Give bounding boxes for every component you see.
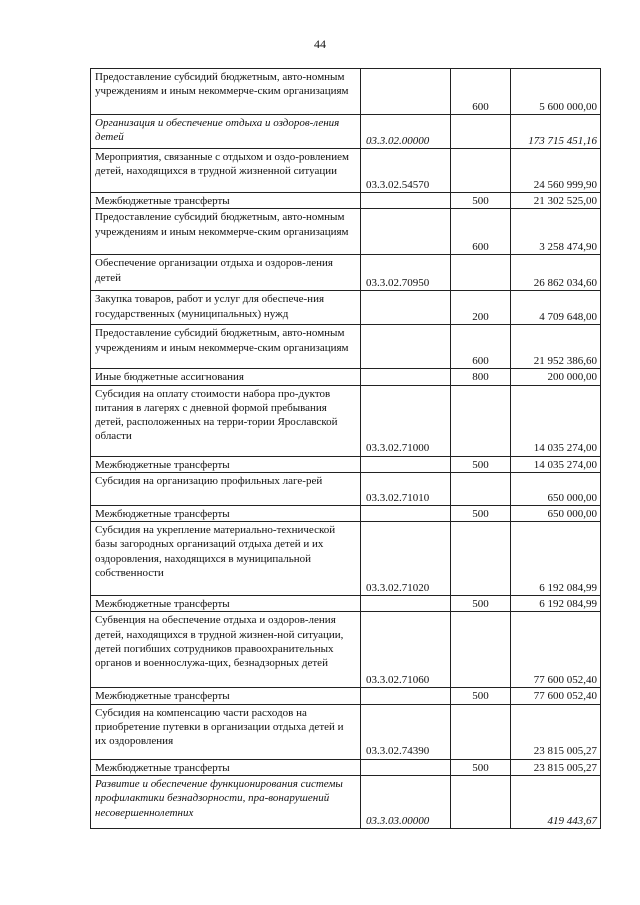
table-row (91, 704, 601, 759)
table-row (91, 209, 601, 255)
table-row (91, 688, 601, 704)
table-row (91, 149, 601, 193)
row-type-cell (451, 704, 511, 759)
budget-table-body (91, 69, 601, 829)
row-amount-cell: 77 600 052,40 (511, 688, 601, 704)
row-type-cell: 600 (451, 325, 511, 369)
row-code-cell (361, 688, 451, 704)
row-amount-cell: 6 192 084,99 (511, 596, 601, 612)
row-amount-cell: 14 035 274,00 (511, 456, 601, 472)
row-amount-cell: 419 443,67 (511, 776, 601, 829)
table-row (91, 596, 601, 612)
row-name-cell: Предоставление субсидий бюджетным, авто-номным учреждениям и иным некоммерче-ским организациям (91, 69, 361, 115)
row-code-cell (361, 209, 451, 255)
table-row (91, 69, 601, 115)
table-row (91, 291, 601, 325)
row-amount-cell: 77 600 052,40 (511, 612, 601, 688)
row-amount-cell: 4 709 648,00 (511, 291, 601, 325)
row-code-cell: 03.3.02.71010 (361, 472, 451, 505)
row-type-cell: 500 (451, 596, 511, 612)
row-amount-cell: 24 560 999,90 (511, 149, 601, 193)
row-type-cell (451, 522, 511, 596)
row-amount-cell: 200 000,00 (511, 369, 601, 385)
row-name-cell: Субвенция на обеспечение отдыха и оздоров-ления детей, находящихся в трудной жизнен-ной ситуации, детей погибших сотрудников правоохранительных органов и военнослужа-щих, безнадзорных детей (91, 612, 361, 688)
row-code-cell (361, 325, 451, 369)
row-type-cell (451, 612, 511, 688)
row-code-cell: 03.3.02.54570 (361, 149, 451, 193)
row-name-cell: Субсидия на компенсацию части расходов на приобретение путевки в организации отдыха детей и их оздоровления (91, 704, 361, 759)
row-name-cell: Межбюджетные трансферты (91, 688, 361, 704)
row-amount-cell: 650 000,00 (511, 505, 601, 521)
row-name-cell: Межбюджетные трансферты (91, 456, 361, 472)
row-type-cell (451, 472, 511, 505)
row-name-cell: Субсидия на организацию профильных лаге-рей (91, 472, 361, 505)
row-amount-cell: 6 192 084,99 (511, 522, 601, 596)
row-name-cell: Субсидия на оплату стоимости набора про-дуктов питания в лагерях с дневной формой пребывания детей, расположенных на терри-тории Ярославской области (91, 385, 361, 456)
row-code-cell (361, 505, 451, 521)
row-name-cell: Межбюджетные трансферты (91, 505, 361, 521)
row-type-cell (451, 776, 511, 829)
row-name-cell: Развитие и обеспечение функционирования системы профилактики безнадзорности, пра-вонарушений несовершеннолетних (91, 776, 361, 829)
row-type-cell (451, 385, 511, 456)
row-amount-cell: 23 815 005,27 (511, 759, 601, 775)
row-amount-cell: 5 600 000,00 (511, 69, 601, 115)
row-amount-cell: 21 952 386,60 (511, 325, 601, 369)
table-row (91, 505, 601, 521)
row-code-cell: 03.3.02.71060 (361, 612, 451, 688)
row-amount-cell: 650 000,00 (511, 472, 601, 505)
row-type-cell: 200 (451, 291, 511, 325)
table-row (91, 612, 601, 688)
table-row (91, 456, 601, 472)
table-row (91, 193, 601, 209)
row-name-cell: Закупка товаров, работ и услуг для обеспече-ния государственных (муниципальных) нужд (91, 291, 361, 325)
table-row (91, 255, 601, 291)
row-code-cell: 03.3.03.00000 (361, 776, 451, 829)
row-code-cell (361, 596, 451, 612)
row-code-cell (361, 759, 451, 775)
row-code-cell: 03.3.02.70950 (361, 255, 451, 291)
row-name-cell: Предоставление субсидий бюджетным, авто-номным учреждениям и иным некоммерче-ским организациям (91, 209, 361, 255)
row-amount-cell: 21 302 525,00 (511, 193, 601, 209)
row-code-cell (361, 456, 451, 472)
row-code-cell (361, 291, 451, 325)
row-type-cell: 500 (451, 456, 511, 472)
row-type-cell: 600 (451, 69, 511, 115)
row-amount-cell: 26 862 034,60 (511, 255, 601, 291)
row-amount-cell: 14 035 274,00 (511, 385, 601, 456)
row-name-cell: Межбюджетные трансферты (91, 193, 361, 209)
table-row (91, 369, 601, 385)
row-type-cell: 500 (451, 505, 511, 521)
row-type-cell: 500 (451, 759, 511, 775)
table-row (91, 759, 601, 775)
page-number: 44 (314, 37, 326, 51)
row-amount-cell: 173 715 451,16 (511, 115, 601, 149)
row-amount-cell: 3 258 474,90 (511, 209, 601, 255)
table-row (91, 522, 601, 596)
table-row (91, 325, 601, 369)
row-code-cell: 03.3.02.00000 (361, 115, 451, 149)
row-code-cell: 03.3.02.74390 (361, 704, 451, 759)
row-name-cell: Межбюджетные трансферты (91, 759, 361, 775)
row-code-cell (361, 369, 451, 385)
row-type-cell: 800 (451, 369, 511, 385)
row-name-cell: Организация и обеспечение отдыха и оздоров-ления детей (91, 115, 361, 149)
row-name-cell: Мероприятия, связанные с отдыхом и оздо-ровлением детей, находящихся в трудной жизненной ситуации (91, 149, 361, 193)
row-type-cell: 500 (451, 688, 511, 704)
row-name-cell: Субсидия на укрепление материально-технической базы загородных организаций отдыха детей и их оздоровления, находящихся в муниципальной собственности (91, 522, 361, 596)
table-row (91, 776, 601, 829)
row-name-cell: Предоставление субсидий бюджетным, авто-номным учреждениям и иным некоммерче-ским организациям (91, 325, 361, 369)
row-type-cell: 500 (451, 193, 511, 209)
row-type-cell (451, 115, 511, 149)
table-row (91, 115, 601, 149)
row-name-cell: Межбюджетные трансферты (91, 596, 361, 612)
row-type-cell (451, 149, 511, 193)
row-name-cell: Иные бюджетные ассигнования (91, 369, 361, 385)
row-amount-cell: 23 815 005,27 (511, 704, 601, 759)
table-row (91, 472, 601, 505)
row-name-cell: Обеспечение организации отдыха и оздоров-ления детей (91, 255, 361, 291)
row-type-cell (451, 255, 511, 291)
budget-table (90, 68, 601, 829)
row-type-cell: 600 (451, 209, 511, 255)
row-code-cell (361, 69, 451, 115)
table-row (91, 385, 601, 456)
row-code-cell (361, 193, 451, 209)
row-code-cell: 03.3.02.71020 (361, 522, 451, 596)
row-code-cell: 03.3.02.71000 (361, 385, 451, 456)
